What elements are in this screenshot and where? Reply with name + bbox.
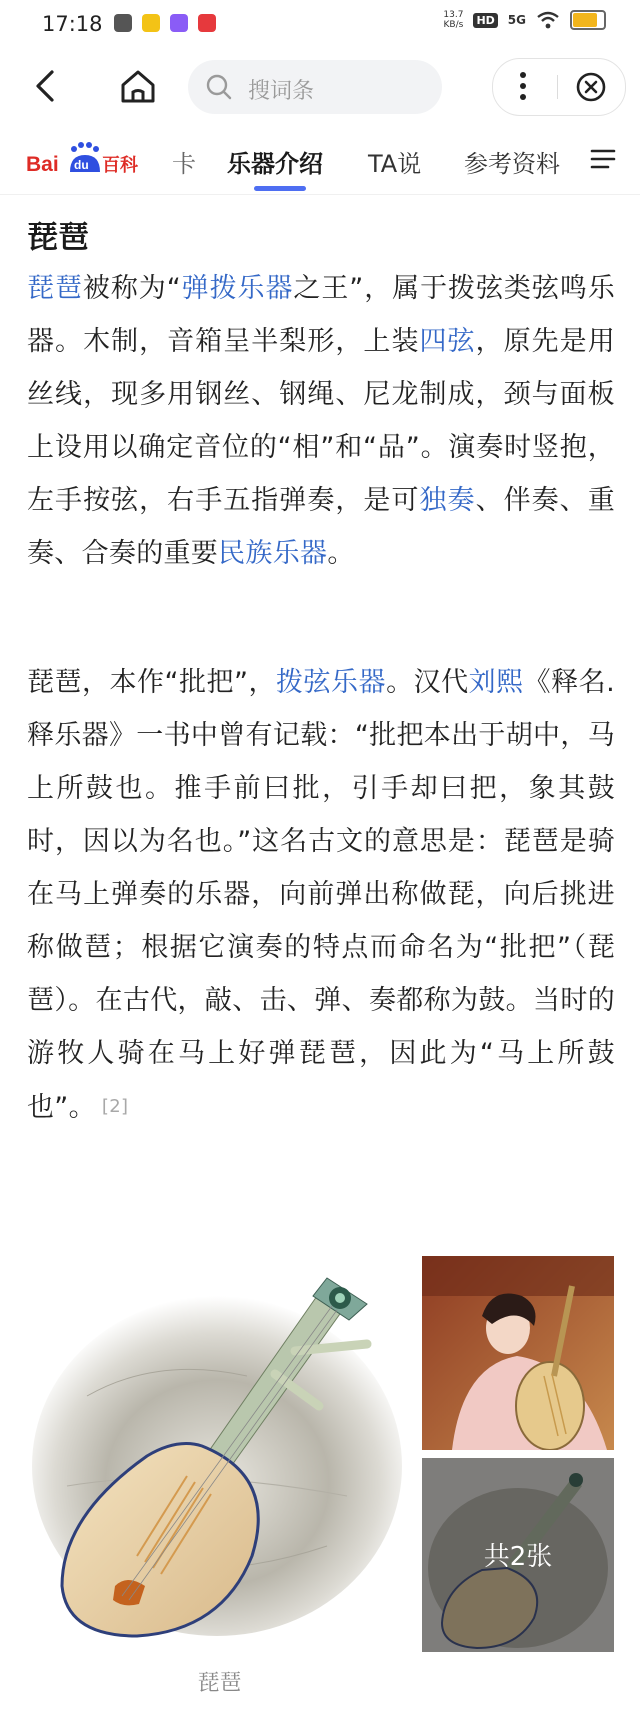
svg-text:Bai: Bai (26, 153, 59, 176)
article-text: 。汉代 (386, 667, 469, 698)
tab-bar (0, 128, 640, 195)
article-text: ，原先是用丝线，现多用钢丝、钢绳、尼龙制成，颈与面板上设用以确定音位的“相”和“品”。演奏时竖抱，左手按弦，右手五指弹奏，是可 (27, 326, 615, 516)
svg-text:百科: 百科 (102, 155, 138, 176)
section-heading: 琵琶 (27, 220, 89, 256)
search-input[interactable] (188, 60, 442, 114)
navbar (0, 52, 640, 120)
tab-ta-says[interactable]: TA说 (368, 150, 422, 178)
pipa-main-image[interactable] (27, 1256, 412, 1656)
article-text: 《释名.释乐器》一书中曾有记载：“批把本出于胡中，马上所鼓也。推手前曰批，引手却曰把，象其鼓时，因以为名也。”这名古文的意思是：琵琶是骑在马上弹奏的乐器，向前弹出称做琵，向后挑进称做琶；根据它演奏的特点而命名为“批把”（琵琶）。在古代，敲、击、弹、奏都称为鼓。当时的游牧人骑在马上好弹琵琶，因此为“马上所鼓也”。 (27, 667, 615, 1123)
close-icon[interactable] (575, 71, 607, 103)
status-right (443, 10, 606, 30)
active-tab-indicator (254, 186, 306, 191)
search-icon (206, 74, 232, 100)
tab-partial[interactable]: 卡 (172, 150, 196, 178)
citation-link[interactable]: [2] (101, 1096, 129, 1117)
article-text: 、伴奏、重奏、合奏的重要 (27, 485, 615, 569)
image-caption: 琵琶 (197, 1671, 242, 1696)
article-link[interactable]: 刘熙 (468, 667, 524, 698)
article-text: 琵琶，本作“批把”， (27, 667, 277, 698)
status-time: 17:18 (42, 12, 103, 36)
gallery-app-icon (114, 14, 132, 32)
article-text: 被称为“ (82, 273, 181, 304)
article-text: 之王”，属于拨弦类弦鸣乐器。木制，音箱呈半梨形，上装 (27, 273, 615, 357)
article-link[interactable]: 琵琶 (27, 273, 83, 304)
paragraph-2 (27, 656, 615, 1134)
image-count-label: 共2张 (483, 1542, 553, 1572)
svg-text:du: du (74, 158, 89, 172)
tab-references[interactable]: 参考资料 (464, 150, 560, 178)
article-link[interactable]: 四弦 (419, 326, 476, 357)
music-app-icon (198, 14, 216, 32)
article-link[interactable]: 民族乐器 (218, 538, 328, 569)
article-link[interactable]: 弹拨乐器 (181, 273, 294, 304)
back-icon[interactable] (26, 64, 66, 108)
paragraph-1 (27, 262, 615, 580)
baidu-baike-logo[interactable] (26, 136, 140, 180)
menu-icon[interactable] (590, 148, 616, 170)
search-placeholder: 搜词条 (248, 79, 315, 104)
network-speed: 13.7 KB/s (443, 10, 464, 30)
article-link[interactable]: 拨弦乐器 (276, 667, 387, 698)
signal-icon: 5G (507, 13, 526, 27)
more-images-thumbnail[interactable] (422, 1458, 614, 1652)
home-icon[interactable] (116, 64, 160, 108)
musician-photo-thumbnail[interactable] (422, 1256, 614, 1450)
mini-program-capsule (492, 58, 626, 116)
battery-level (573, 13, 597, 27)
capsule-divider (557, 75, 558, 99)
article-text: 。 (327, 538, 355, 569)
more-icon[interactable] (519, 71, 527, 101)
battery-icon (570, 10, 606, 30)
hd-icon: HD (473, 13, 497, 28)
status-bar (0, 0, 640, 50)
news-app-icon (142, 14, 160, 32)
video-app-icon (170, 14, 188, 32)
article-link[interactable]: 独奏 (419, 485, 476, 516)
wifi-icon (536, 11, 560, 29)
tab-instrument-intro[interactable]: 乐器介绍 (227, 150, 323, 178)
notification-icons (114, 14, 216, 32)
